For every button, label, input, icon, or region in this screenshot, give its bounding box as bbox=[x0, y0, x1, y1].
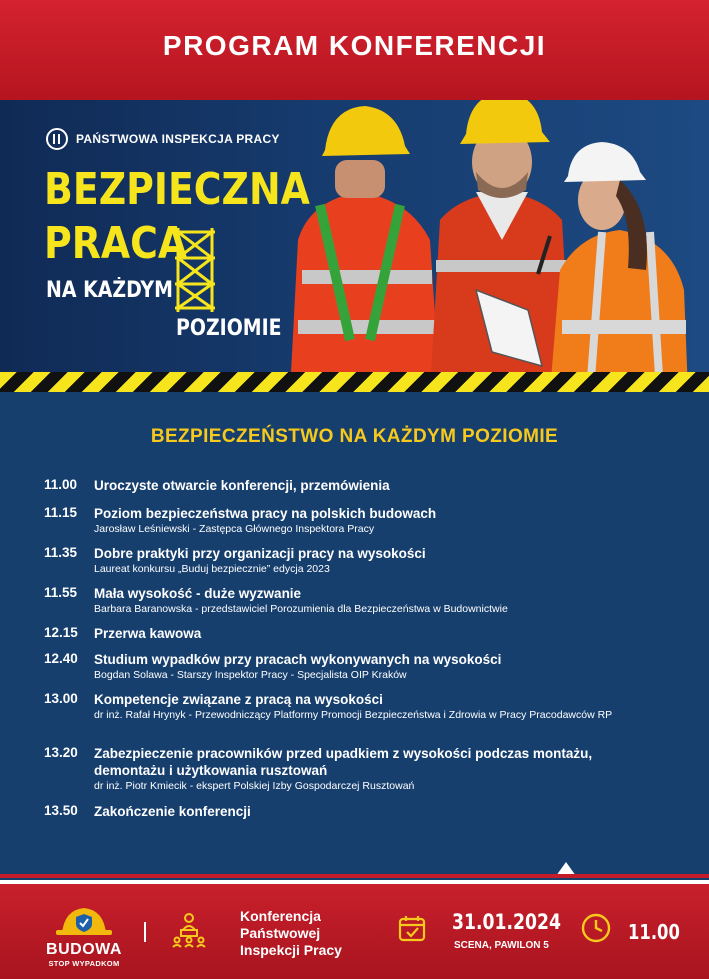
agenda-topic: Uroczyste otwarcie konferencji, przemówienia bbox=[94, 478, 390, 493]
agenda-topic: Przerwa kawowa bbox=[94, 626, 202, 641]
program-subtitle: BEZPIECZEŃSTWO NA KAŻDYM POZIOMIE bbox=[150, 426, 559, 447]
helmet-icon bbox=[52, 904, 116, 936]
headline-line-4: POZIOMIE bbox=[176, 316, 282, 341]
agenda-item bbox=[44, 477, 684, 505]
agenda-time: 11.55 bbox=[44, 585, 78, 600]
conference-name bbox=[240, 908, 342, 959]
event-hour: 11.00 bbox=[628, 920, 680, 944]
headline-line-3: NA KAŻDYM bbox=[46, 278, 173, 303]
agenda-list bbox=[44, 477, 684, 827]
conference-line-2: Państwowej bbox=[240, 925, 321, 941]
hero-banner bbox=[0, 100, 709, 392]
budowa-logo bbox=[42, 904, 126, 968]
agenda-topic: Zabezpieczenie pracowników przed upadkiem z wysokości podczas montażu, demontażu i użytkowania rusztowań bbox=[94, 746, 593, 778]
agenda-topic: Kompetencje związane z pracą na wysokości bbox=[94, 692, 383, 707]
agenda-time: 13.20 bbox=[44, 745, 78, 760]
agenda-time: 13.50 bbox=[44, 803, 78, 818]
agenda-item bbox=[44, 545, 684, 585]
scaffold-icon bbox=[172, 228, 218, 312]
headline-line-1: BEZPIECZNA bbox=[44, 164, 310, 215]
conference-line-3: Inspekcji Pracy bbox=[240, 942, 342, 958]
agenda-item bbox=[44, 625, 684, 651]
agenda-item bbox=[44, 651, 684, 691]
agenda-time: 12.40 bbox=[44, 651, 78, 666]
agenda-item bbox=[44, 505, 684, 545]
organization-name: PAŃSTWOWA INSPEKCJA PRACY bbox=[76, 132, 280, 146]
worker-center bbox=[430, 100, 572, 392]
agenda-topic: Dobre praktyki przy organizacji pracy na wysokości bbox=[94, 546, 426, 561]
agenda-speaker: Barbara Baranowska - przedstawiciel Porozumienia dla Bezpieczeństwa w Budownictwie bbox=[94, 603, 508, 615]
agenda-speaker: Bogdan Solawa - Starszy Inspektor Pracy - Specjalista OIP Kraków bbox=[94, 669, 407, 681]
agenda-item bbox=[44, 585, 684, 625]
agenda-topic: Studium wypadków przy pracach wykonywanych na wysokości bbox=[94, 652, 502, 667]
logo-subtitle: STOP WYPADKOM bbox=[48, 959, 120, 968]
organization-logo bbox=[46, 128, 280, 150]
speaker-podium-icon bbox=[172, 912, 206, 948]
calendar-icon bbox=[398, 914, 426, 942]
header-band bbox=[0, 0, 709, 100]
agenda-time: 11.35 bbox=[44, 545, 78, 560]
agenda-topic: Poziom bezpieczeństwa pracy na polskich budowach bbox=[94, 506, 437, 521]
agenda-topic: Mała wysokość - duże wyzwanie bbox=[94, 586, 302, 601]
agenda-speaker: Jarosław Leśniewski - Zastępca Głównego Inspektora Pracy bbox=[94, 523, 375, 535]
agenda-speaker: Laureat konkursu „Buduj bezpiecznie” edycja 2023 bbox=[94, 563, 330, 575]
agenda-topic: Zakończenie konferencji bbox=[94, 804, 251, 819]
footer-separator bbox=[144, 922, 146, 942]
agenda-item bbox=[44, 691, 684, 745]
event-place: SCENA, PAWILON 5 bbox=[454, 940, 549, 951]
agenda-item bbox=[44, 803, 684, 827]
agenda-time: 13.00 bbox=[44, 691, 78, 706]
agenda-speaker: dr inż. Rafał Hrynyk - Przewodniczący Platformy Promocji Bezpieczeństwa i Zdrowia w Pracy Pracodawców RP bbox=[94, 709, 613, 721]
pip-logo-icon bbox=[46, 128, 68, 150]
headline-line-2: PRACA bbox=[44, 218, 188, 269]
workers-illustration bbox=[280, 100, 709, 392]
agenda-speaker: dr inż. Piotr Kmiecik - ekspert Polskiej Izby Gospodarczej Rusztowań bbox=[94, 780, 415, 792]
hazard-stripe bbox=[0, 372, 709, 392]
agenda-time: 11.15 bbox=[44, 505, 78, 520]
agenda-time: 12.15 bbox=[44, 625, 78, 640]
agenda-item bbox=[44, 745, 684, 803]
clock-icon bbox=[580, 912, 612, 944]
logo-title: BUDOWA bbox=[46, 941, 122, 958]
page-title: PROGRAM KONFERENCJI bbox=[162, 30, 547, 61]
conference-line-1: Konferencja bbox=[240, 908, 321, 924]
agenda-time: 11.00 bbox=[44, 477, 78, 492]
footer-divider-red bbox=[0, 874, 709, 878]
event-date: 31.01.2024 bbox=[452, 910, 561, 934]
worker-left bbox=[290, 106, 440, 392]
footer-band bbox=[0, 884, 709, 979]
